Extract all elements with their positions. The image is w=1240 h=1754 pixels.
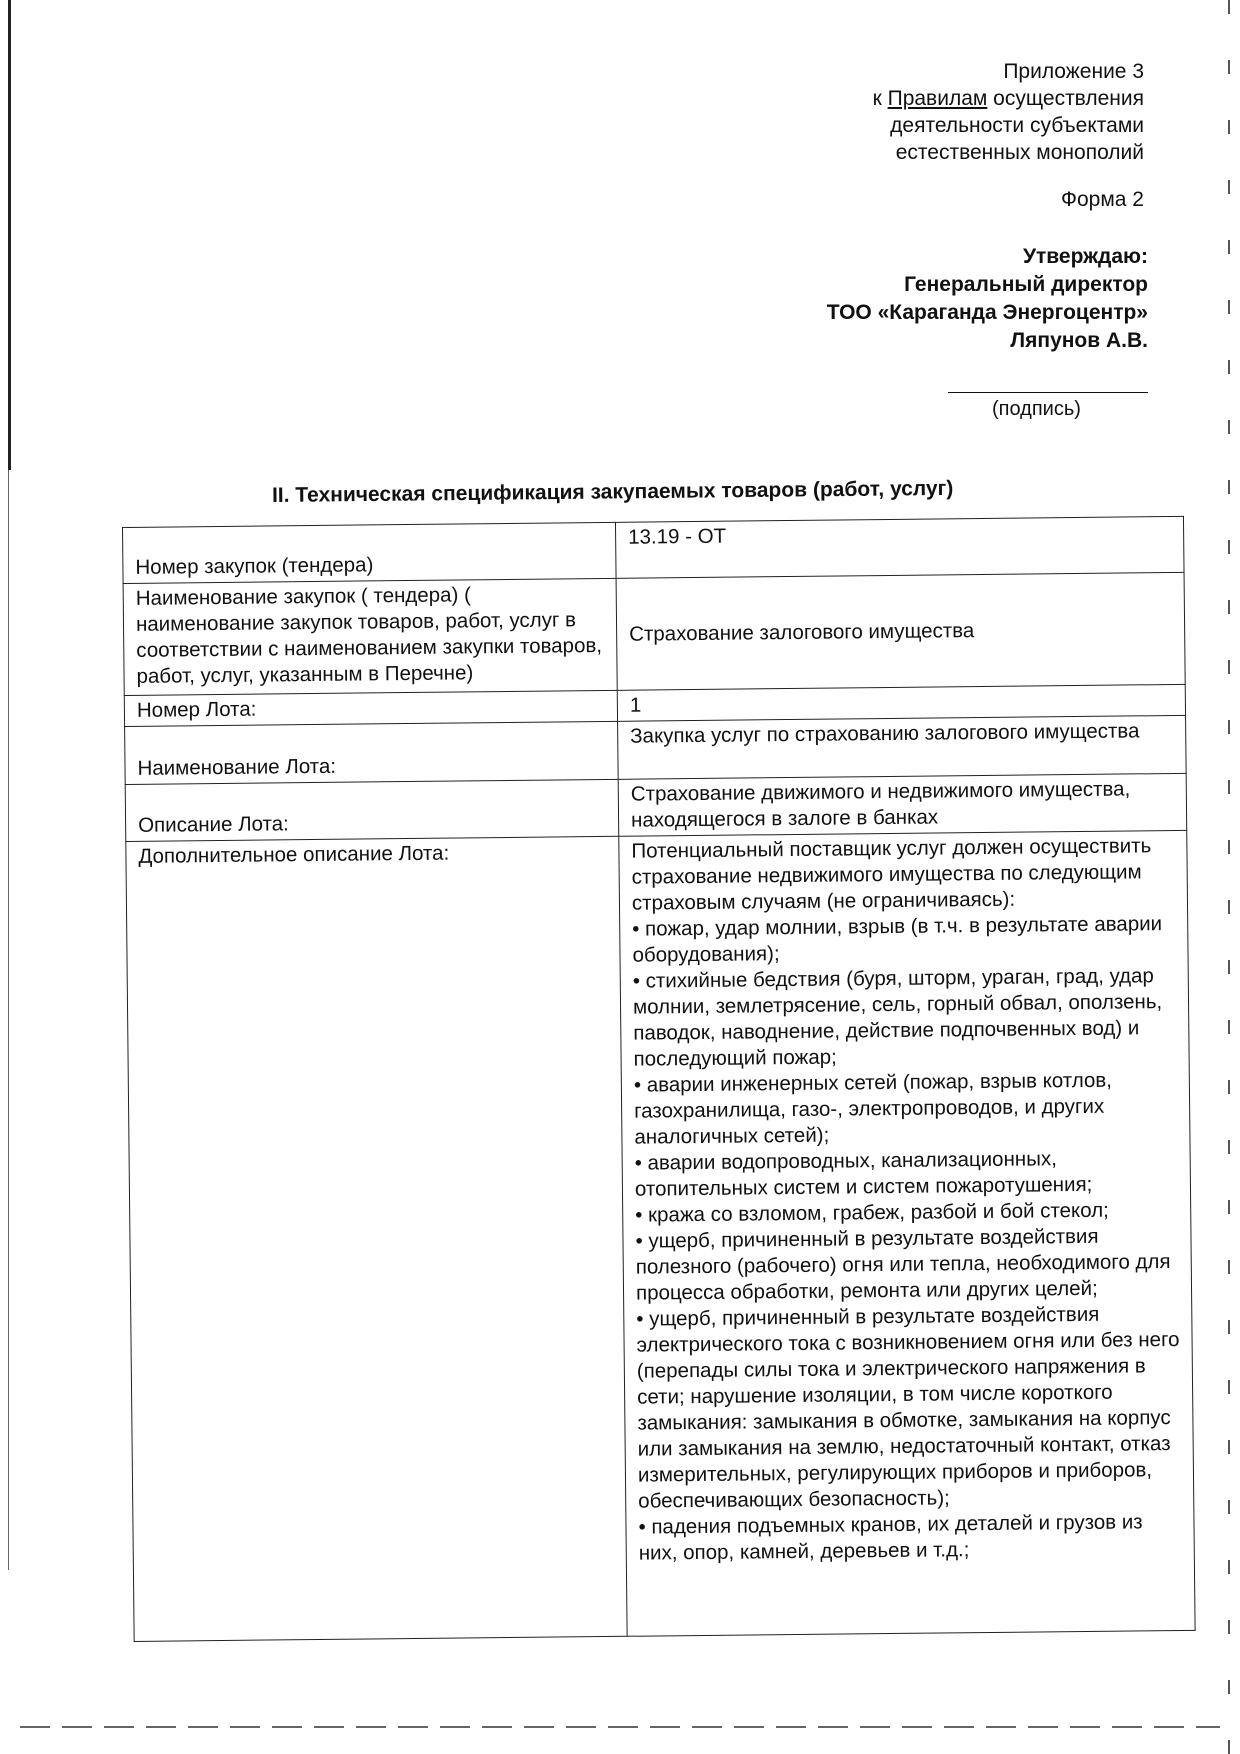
signature-line — [948, 392, 1148, 393]
appendix-line: естественных монополий — [895, 141, 1144, 164]
row-label: Дополнительное описание Лота: — [126, 836, 627, 1641]
form-number: Форма 2 — [1061, 188, 1144, 211]
approver-company: ТОО «Караганда Энергоцентр» — [826, 301, 1148, 324]
approval-block — [827, 243, 1148, 355]
specification-table-wrapper — [122, 516, 1202, 1659]
approver-name: Ляпунов А.В. — [1010, 329, 1148, 352]
appendix-line — [873, 85, 1144, 112]
scan-edge-mark — [1228, 0, 1230, 1754]
row-value: Потенциальный поставщик услуг должен осуществить страхование недвижимого имущества по следующим страховым случаям (не ограничиваясь): • пожар, удар молнии, взрыв (в т.ч. в результате аварии оборудования); • стихийные бедствия (буря, шторм, ураган, град, удар молнии, землетрясение, сель, горный обвал, оползень, паводок, наводнение, действие подпочвенных вод) и последующий пожар; • аварии инженерных сетей (пожар, взрыв котлов, газохранилища, газо-, электропроводов, и других аналогичных сетей); • аварии водопроводных, канализационных, отопительных систем и систем пожаротушения; • кража со взломом, грабеж, разбой и бой стекол; • ущерб, причиненный в результате воздействия полезного (рабочего) огня или тепла, необходимого для процесса обработки, ремонта или других целей; • ущерб, причиненный в результате воздействия электрического тока с возникновением огня или без него (перепады силы тока и электрического напряжения в сети; нарушение изоляции, в том числе короткого замыкания: замыкания в обмотке, замыкания на корпус или замыкания на землю, недостаточный контакт, отказ измерительных, регулирующих приборов и приборов, обеспечивающих безопасность); • падения подъемных кранов, их деталей и грузов из них, опор, камней, деревьев и т.д.; — [619, 830, 1195, 1636]
row-label: Описание Лота: — [125, 779, 619, 841]
row-label: Номер Лота: — [124, 690, 617, 726]
appendix-line: Приложение 3 — [1003, 60, 1144, 83]
row-value: Страхование движимого и недвижимого имущества, находящегося в залоге в банках — [618, 773, 1187, 836]
row-value: Закупка услуг по страхованию залогового имущества — [618, 715, 1187, 779]
signature-caption: (подпись) — [992, 398, 1081, 420]
appendix-suffix: осуществления — [987, 87, 1144, 110]
row-value: 1 — [617, 684, 1185, 721]
table-row — [126, 830, 1195, 1641]
appendix-prefix: к — [872, 87, 888, 110]
row-label: Наименование закупок ( тендера) ( наименование закупок товаров, работ, услуг в соответствии с наименованием закупки товаров, работ, услуг, указанным в Перечне) — [123, 578, 617, 695]
appendix-line: деятельности субъектами — [890, 114, 1144, 137]
scan-edge-mark — [20, 1726, 1220, 1728]
rules-link[interactable]: Правилам — [887, 87, 988, 110]
appendix-reference — [873, 58, 1144, 166]
row-label: Номер закупок (тендера) — [123, 522, 617, 583]
approver-position: Генеральный директор — [904, 273, 1148, 296]
row-value: Страхование залогового имущества — [616, 572, 1185, 690]
approval-heading: Утверждаю: — [1022, 245, 1148, 268]
row-label: Наименование Лота: — [125, 721, 619, 784]
row-value: 13.19 - ОТ — [615, 516, 1184, 578]
scan-edge-mark — [8, 0, 11, 470]
specification-table — [122, 516, 1196, 1642]
scan-edge-mark — [8, 470, 9, 1570]
table-row — [123, 572, 1185, 695]
section-title: II. Техническая спецификация закупаемых товаров (работ, услуг) — [271, 476, 954, 507]
